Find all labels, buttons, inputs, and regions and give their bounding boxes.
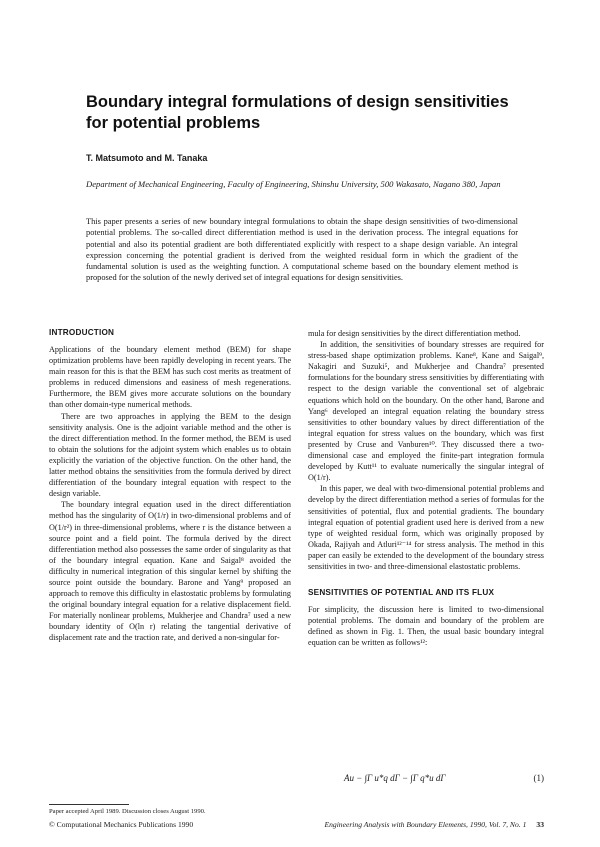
footer-journal — [324, 820, 544, 829]
footer-copyright: © Computational Mechanics Publications 1990 — [49, 820, 194, 829]
equation-body: Au − ∫Γ u*q dΓ − ∫Γ q*u dΓ — [344, 773, 446, 783]
intro-paragraph-4: In addition, the sensitivities of boundary stresses are required for stress-based shape optimization problems. Kane⁸, Kane and Saigal⁹, Nakagiri and Suzuki⁵, and Mukherjee and Chandra⁷ presented formulations for the boundary stress sensitivities by differentiating with respect to the design variable the conventional set of algebraic equations which hold on the boundary. On the other hand, Barone and Yang⁶ developed an integral equation relating the boundary stress sensitivities to other boundary values by direct differentiation of the integral equation for stress values on the boundary, which was first presented by Cruse and Vanburen¹⁰. They discussed there a two-dimensional case and employed the finite-part integration formula developed by Kutt¹¹ to evaluate numerically the singular integral of O(1/r). — [308, 340, 544, 483]
footnote-divider — [49, 804, 129, 805]
intro-paragraph-3: The boundary integral equation used in the direct differentiation method has the singularity of O(1/r) in two-dimensional problems and of O(1/r²) in three-dimensional problems, where r is the distance between a source point and a field point. The formula derived by the direct differentiation method also possesses the same order of singularity as that of the boundary integral equation. Kane and Saigal⁸ avoided the difficulty in numerical integration of this singular kernel by shifting the source point outside the boundary. Barone and Yang⁹ proposed an approach to remove this difficulty in elastostatic problems by formulating the original boundary integral equation for a relative displacement field. For materially nonlinear problems, Mukherjee and Chandra⁷ used a new boundary identity of O(ln r) relating the tangential derivative of displacement rate and the traction rate, and derived a non-singular for- — [49, 500, 291, 643]
footnote: Paper accepted April 1989. Discussion closes August 1990. — [49, 808, 206, 815]
page-number: 33 — [536, 820, 544, 829]
author-affiliation: Department of Mechanical Engineering, Faculty of Engineering, Shinshu University, 500 Wakasato, Nagano 380, Japan — [86, 179, 501, 189]
equation-number: (1) — [533, 773, 544, 783]
left-column — [49, 328, 291, 644]
section-heading-introduction: INTRODUCTION — [49, 328, 115, 337]
equation-1 — [308, 773, 544, 789]
intro-paragraph-5: In this paper, we deal with two-dimensional potential problems and develop by the direct differentiation method a series of formulas for the sensitivities of potential, flux and potential gradients. The boundary integral equation of potential gradient used here is derived from a new type of weighted residual form, which was originally proposed by Okada, Rajiyah and Atluri¹²⁻¹⁴ for stress analysis. The method in this paper can easily be extended to the development of the boundary stress sensitivities in two- and three-dimensional elastostatic problems. — [308, 484, 544, 571]
intro-paragraph-continued: mula for design sensitivities by the direct differentiation method. — [308, 329, 521, 338]
right-column — [308, 328, 544, 648]
paper-title: Boundary integral formulations of design sensitivities for potential problems — [86, 93, 509, 132]
section-heading-sensitivities: SENSITIVITIES OF POTENTIAL AND ITS FLUX — [308, 588, 495, 598]
abstract: This paper presents a series of new boundary integral formulations to obtain the shape design sensitivities of two-dimensional potential problems. The so-called direct differentiation method is used in the derivation process. The integral equations for potential and also its potential gradient are both differentiated explicitly with respect to a shape design variable. An integral expression concerning the potential gradient is derived from the weighted residual form in which the gradient of the fundamental solution is used as the weighting function. A computational scheme based on the boundary element method is proposed for the solution of the newly derived set of integral equations for design sensitivities. — [86, 217, 518, 283]
paper-authors: T. Matsumoto and M. Tanaka — [86, 153, 208, 163]
intro-paragraph-2: There are two approaches in applying the BEM to the design sensitivity analysis. One is the adjoint variable method and the other is the direct differentiation method. In the former method, the BEM is used to obtain the solutions for the adjoint system which enables us to obtain explicitly the variation of the objective function. On the other hand, the latter method obtains the sensitivities from the formula derived by direct differentiation of the boundary integral equation with respect to the design variable. — [49, 411, 291, 499]
footer-journal-citation: Engineering Analysis with Boundary Elements, 1990, Vol. 7, No. 1 — [324, 820, 527, 829]
intro-paragraph-1: Applications of the boundary element method (BEM) for shape optimization problems have been rapidly developing in recent years. The main reason for this is that the BEM has such cost merits as treatment of problems in reduced dimensions and easiness of mesh regenerations. Furthermore, the BEM gives more accurate solutions on the boundary than other domain-type numerical methods. — [49, 345, 291, 410]
sensitivities-paragraph-1: For simplicity, the discussion here is limited to two-dimensional potential problems. The domain and boundary of the problem are defined as shown in Fig. 1. Then, the usual basic boundary integral equation can be written as follows¹²: — [308, 605, 544, 648]
